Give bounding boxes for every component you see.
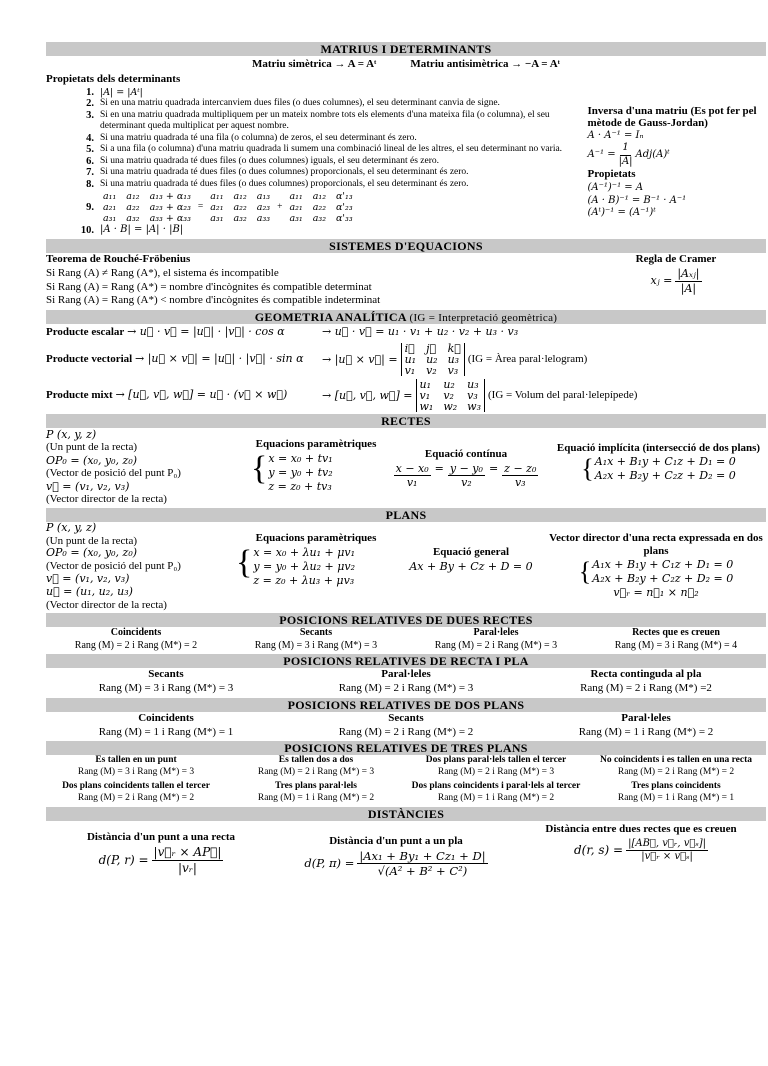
geometria-band-sub: (IG = Interpretació geomètrica) <box>409 312 558 325</box>
section-header-rectes: RECTES <box>46 414 766 428</box>
equals-sign: = <box>488 461 499 475</box>
determinant-cell: v₃ <box>447 363 459 377</box>
position-case <box>586 781 766 805</box>
position-title: Paral·leles <box>381 668 431 681</box>
equation-line: A₂x + B₂y + C₂z + D₂ = 0 <box>594 468 736 482</box>
d2-num: |Ax₁ + By₁ + Cz₁ + D| <box>359 848 486 863</box>
rectes-body <box>46 428 766 506</box>
position-case <box>46 668 286 696</box>
inverse-box <box>582 73 767 237</box>
determinant-cell: j⃗ <box>426 341 437 355</box>
cramer-num: |Aₓⱼ| <box>677 266 700 280</box>
matrix-cell: a₃₃ + α₃₃ <box>149 213 191 224</box>
position-case <box>586 627 766 652</box>
producte-vectorial <box>46 343 766 376</box>
d1-formula <box>46 845 276 876</box>
cramer-fraction <box>675 267 701 296</box>
position-title: Coincidents <box>138 711 194 724</box>
determinant-properties <box>46 73 582 237</box>
inverse-p1: (A⁻¹)⁻¹ = A <box>587 182 644 193</box>
property-number: 1. <box>86 86 94 98</box>
vectorial-label: Producte vectorial <box>46 353 133 365</box>
matrix-cell: a₁₁ <box>289 191 303 202</box>
matrix-cell: a₃₁ <box>289 213 303 224</box>
rectes-param-lines <box>268 452 332 494</box>
property-number: 6. <box>86 155 94 167</box>
continuous-fraction <box>394 462 431 491</box>
rouche <box>46 253 586 308</box>
plans-body <box>46 522 766 612</box>
inverse-f2-left: A⁻¹ = <box>587 149 616 160</box>
equation-line: A₂x + B₂y + C₂z + D₂ = 0 <box>592 571 734 585</box>
matrix-cell: α'₁₃ <box>336 191 353 202</box>
determinant-cell: k⃗ <box>447 341 461 355</box>
determinant-cell: u₁ <box>404 352 417 366</box>
determinant-cell: u₁ <box>419 377 432 391</box>
position-rank: Rang (M) = 2 i Rang (M*) = 3 <box>257 767 375 778</box>
position-title: Secants <box>388 711 424 724</box>
matrix-cell: α'₃₃ <box>336 213 353 224</box>
rectes-implicita <box>551 428 766 506</box>
position-rank: Rang (M) = 2 i Rang (M*) =2 <box>580 682 712 695</box>
position-rank: Rang (M) = 1 i Rang (M*) = 1 <box>98 725 234 738</box>
matrix-cell: a₃₁ <box>103 213 117 224</box>
determinant-cell: u₂ <box>443 377 455 391</box>
section-header-pr-dos-plans: POSICIONS RELATIVES DE DOS PLANS <box>46 698 766 712</box>
position-title: Dos plans coincidents i paral·lels al tercer <box>411 781 581 792</box>
distance-skew-lines <box>516 823 766 879</box>
d2-fraction <box>357 849 487 879</box>
position-title: No coincidents i es tallen en una recta <box>599 755 753 766</box>
determinant-cell: w₂ <box>443 399 458 413</box>
continuous-den: v₃ <box>514 476 526 490</box>
plans-l4: (Vector de posició del punt P₀) <box>46 560 181 573</box>
equals-sign: = <box>434 461 444 475</box>
matrix-cell: a₃₂ <box>233 213 247 224</box>
position-title: Recta continguda al pla <box>590 668 702 681</box>
rectes-impl-system: { A₁x + B₁y + C₁z + D₁ = 0 A₂x + B₂y + C₂z + D₂ = 0 <box>581 453 736 483</box>
matrix-cell: a₂₃ + α₂₃ <box>149 202 191 213</box>
inverse-f2-den: |A| <box>618 155 633 167</box>
rectes-l6: (Vector director de la recta) <box>46 492 167 505</box>
section-header-sistemes: SISTEMES D'EQUACIONS <box>46 239 766 253</box>
matrix-cell: a₃₃ <box>256 213 271 224</box>
rouche-title: Teorema de Rouché-Fröbenius <box>46 253 191 266</box>
inverse-props-title: Propietats <box>587 168 636 181</box>
position-case <box>526 712 766 740</box>
position-rank: Rang (M) = 2 i Rang (M*) = 3 <box>338 682 474 695</box>
property-item <box>46 179 582 191</box>
d3-title: Distància entre dues rectes que es creuen <box>545 822 737 835</box>
position-rank: Rang (M) = 1 i Rang (M*) = 2 <box>437 793 555 804</box>
rectes-param-system: { x = x₀ + tv₁ y = y₀ + tv₂ z = z₀ + tv₃ <box>251 449 333 493</box>
position-rank: Rang (M) = 3 i Rang (M*) = 3 <box>77 767 195 778</box>
rectes-param-title: Equacions paramètriques <box>255 437 377 450</box>
property-text: Si una matriu quadrada té dues files (o dues columnes) proporcionals, el seu determinant és zero. <box>100 178 469 189</box>
plans-dir-title: Vector director d'una recta expressada en dos plans <box>549 531 763 557</box>
position-title: Es tallen dos a dos <box>278 755 354 766</box>
inverse-f2-num: 1 <box>620 142 630 156</box>
rectes-impl-title: Equació implícita (intersecció de dos plans) <box>556 441 761 454</box>
section-header-pr-recta-pla: POSICIONS RELATIVES DE RECTA I PLA <box>46 654 766 668</box>
plans-dir-v: v⃗ᵣ = n⃗₁ × n⃗₂ <box>613 585 699 599</box>
property-text: Si una matriu quadrada té dues files (o dues columnes) proporcionals, el seu determinant és zero. <box>100 167 469 177</box>
prop-9-number: 9. <box>86 201 94 213</box>
distance-point-plane <box>276 823 516 879</box>
determinant-cell: v₂ <box>443 388 454 402</box>
plans-defs <box>46 522 236 612</box>
rectes-continua <box>381 428 551 506</box>
antisymmetric-matrix: Matriu antisimètrica → −A = Aᵗ <box>410 58 560 70</box>
property-number: 2. <box>86 98 94 109</box>
property-text: |A| = |Aᵗ| <box>100 86 143 98</box>
position-rank: Rang (M) = 2 i Rang (M*) = 2 <box>77 793 195 804</box>
determinant-cell: v₂ <box>426 363 437 377</box>
prop-9 <box>46 191 582 224</box>
matrix-cell: a₁₂ <box>233 191 247 202</box>
prop-10-number: 10. <box>80 225 94 236</box>
matrix-cell: a₃₂ <box>312 213 326 224</box>
geometria-body <box>46 325 766 412</box>
matrix-cell: a₂₁ <box>103 202 117 213</box>
pr-tres-plans-row-2 <box>46 781 766 805</box>
matrix-cell: α'₂₃ <box>336 202 353 213</box>
d1-fraction <box>152 845 224 876</box>
position-case <box>46 627 226 652</box>
prop-9-matrix-2 <box>207 191 273 224</box>
distancies-body <box>46 823 766 879</box>
mixt-f: → [u⃗, v⃗, w⃗] = u⃗ · (v⃗ × w⃗) <box>115 388 288 401</box>
prop-9-matrix-1 <box>100 191 194 224</box>
matrix-cell: a₁₂ <box>312 191 326 202</box>
d3-den: |v⃗ᵣ × v⃗ₛ| <box>641 851 693 863</box>
d2-title: Distància d'un punt a un pla <box>329 834 463 847</box>
plans-gen-title: Equació general <box>432 545 510 558</box>
position-title: Es tallen en un punt <box>95 755 177 766</box>
matrix-cell: a₃₁ <box>210 213 224 224</box>
position-rank: Rang (M) = 2 i Rang (M*) = 2 <box>338 725 474 738</box>
property-item <box>46 167 582 179</box>
matrius-body <box>46 73 766 237</box>
position-rank: Rang (M) = 3 i Rang (M*) = 3 <box>98 682 234 695</box>
escalar-f: → u⃗ · v⃗ = |u⃗| · |v⃗| · cos α <box>127 325 285 339</box>
plans-l1: P (x, y, z) <box>46 520 97 534</box>
inverse-p3: (Aᵗ)⁻¹ = (A⁻¹)ᵗ <box>587 207 656 218</box>
mixt-label: Producte mixt <box>46 389 113 401</box>
props-title: Propietats dels determinants <box>46 72 181 85</box>
section-header-distancies: DISTÀNCIES <box>46 807 766 821</box>
plans-param-system: { x = x₀ + λu₁ + μv₁ y = y₀ + λu₂ + μv₂ z = z₀ + λu₃ + μv₃ <box>236 543 356 587</box>
d3-num: |[AB⃗, v⃗ᵣ, v⃗ₛ]| <box>626 838 708 852</box>
geometria-band-title: GEOMETRIA ANALÍTICA <box>254 310 407 325</box>
matrix-cell: a₁₁ <box>210 191 224 202</box>
position-title: Tres plans coincidents <box>631 781 721 792</box>
matrix-cell: a₂₂ <box>126 202 140 213</box>
determinant-cell: v₃ <box>467 388 478 402</box>
inverse-fraction <box>619 142 633 168</box>
matrix-cell: a₂₂ <box>312 202 326 213</box>
position-case <box>226 781 406 805</box>
position-case <box>226 755 406 779</box>
vectorial-f2: → |u⃗ × v⃗| = <box>322 352 398 366</box>
rouche-r1: Si Rang (A) ≠ Rang (A*), el sistema és incompatible <box>46 266 279 279</box>
position-rank: Rang (M) = 1 i Rang (M*) = 1 <box>617 793 735 804</box>
prop-9-plus: + <box>277 201 283 212</box>
cramer-left: xⱼ = <box>650 274 673 288</box>
property-item <box>46 144 582 156</box>
position-rank: Rang (M) = 2 i Rang (M*) = 3 <box>437 767 555 778</box>
property-item <box>46 110 582 133</box>
d3-left: d(r, s) = <box>573 843 624 858</box>
plans-l2: (Un punt de la recta) <box>46 534 138 547</box>
property-text: Si en una matriu quadrada intercanviem dues files (o dues columnes), el seu determinant canvia de signe. <box>100 98 500 108</box>
prop-9-matrix-3 <box>286 191 355 224</box>
equation-line: z = z₀ + λu₃ + μv₃ <box>253 573 355 587</box>
matrix-cell: a₁₃ + α₁₃ <box>149 191 191 202</box>
matrix-cell: a₁₁ <box>103 191 117 202</box>
d1-title: Distància d'un punt a una recta <box>86 830 236 843</box>
determinant-cell: u₃ <box>467 377 479 391</box>
mixt-ig: (IG = Volum del paral·lelepípede) <box>488 388 638 401</box>
cramer-formula <box>586 267 766 296</box>
distance-point-line <box>46 823 276 879</box>
rouche-r2: Si Rang (A) = Rang (A*) = nombre d'incògnites és compatible determinat <box>46 280 372 293</box>
continuous-num: z − z₀ <box>504 461 537 475</box>
rectes-param <box>251 428 381 506</box>
d1-num: |v⃗ᵣ × AP⃗| <box>153 844 222 859</box>
position-title: Paral·leles <box>473 627 519 639</box>
position-rank: Rang (M) = 2 i Rang (M*) = 2 <box>74 639 198 651</box>
position-title: Coincidents <box>110 627 162 639</box>
pr-dos-plans-grid <box>46 712 766 740</box>
producte-mixt <box>46 379 766 412</box>
determinant-cell: w₃ <box>467 399 481 413</box>
equation-line: z = z₀ + tv₃ <box>268 479 332 493</box>
position-title: Tres plans paral·lels <box>275 781 357 792</box>
determinant-cell: v₁ <box>404 363 416 377</box>
matrix-types <box>46 58 766 72</box>
position-rank: Rang (M) = 1 i Rang (M*) = 2 <box>257 793 375 804</box>
pr-rectes-grid <box>46 627 766 652</box>
matrix-cell: a₂₃ <box>256 202 271 213</box>
equation-line: x = x₀ + tv₁ <box>268 451 333 465</box>
cramer <box>586 253 766 308</box>
property-item <box>46 156 582 168</box>
section-header-pr-rectes: POSICIONS RELATIVES DE DUES RECTES <box>46 613 766 627</box>
position-title: Dos plans coincidents tallen el tercer <box>62 781 210 792</box>
prop-10-text: |A · B| = |A| · |B| <box>100 224 184 235</box>
position-case <box>226 627 406 652</box>
property-number: 7. <box>86 167 94 178</box>
escalar-f2: → u⃗ · v⃗ = u₁ · v₁ + u₂ · v₂ + u₃ · v₃ <box>322 325 519 339</box>
d2-formula <box>276 849 516 879</box>
rectes-impl-lines <box>595 455 736 483</box>
position-rank: Rang (M) = 3 i Rang (M*) = 3 <box>254 639 378 651</box>
plans-dir-system: { A₁x + B₁y + C₁z + D₁ = 0 A₂x + B₂y + C₂z + D₂ = 0 <box>578 556 734 586</box>
continuous-num: x − x₀ <box>395 461 429 475</box>
cheat-sheet <box>46 42 766 878</box>
property-number: 8. <box>86 178 94 190</box>
matrix-cell: a₁₃ <box>256 191 271 202</box>
continuous-den: v₂ <box>461 476 472 490</box>
position-case <box>406 755 586 779</box>
d3-formula <box>516 838 766 864</box>
continuous-fraction <box>502 462 538 491</box>
plans-director <box>546 522 766 612</box>
rectes-l1: P (x, y, z) <box>46 427 97 441</box>
position-rank: Rang (M) = 3 i Rang (M*) = 4 <box>614 639 738 651</box>
matrix-cell: a₂₁ <box>210 202 224 213</box>
plans-l5: v⃗ = (v₁, v₂, v₃) <box>46 572 130 586</box>
plans-param-lines <box>253 546 355 588</box>
equation-line: A₁x + B₁y + C₁z + D₁ = 0 <box>592 557 734 571</box>
equation-line: A₁x + B₁y + C₁z + D₁ = 0 <box>594 454 736 468</box>
matrix-cell: a₂₂ <box>233 202 247 213</box>
position-case <box>286 712 526 740</box>
section-header-geometria <box>46 310 766 324</box>
equation-line: y = y₀ + λu₂ + μv₂ <box>253 559 356 573</box>
position-case <box>46 712 286 740</box>
property-item <box>46 133 582 145</box>
cramer-den: |A| <box>680 281 697 295</box>
plans-l3: OP₀ = (x₀, y₀, z₀) <box>46 546 138 560</box>
plans-param <box>236 522 396 612</box>
position-case <box>406 627 586 652</box>
matrix-cell: a₁₂ <box>126 191 140 202</box>
pr-recta-pla-grid <box>46 668 766 696</box>
property-text: Si en una matriu quadrada multipliquem per un mateix nombre tots els elements d'una mateixa fila (o columna), el seu determinant queda multiplicat per aquest nombre. <box>100 109 550 131</box>
rectes-cont-title: Equació contínua <box>424 447 508 460</box>
section-header-plans: PLANS <box>46 508 766 522</box>
property-number: 5. <box>86 144 94 155</box>
d2-den: √(A² + B² + C²) <box>377 864 468 879</box>
rectes-cont-formula <box>381 462 551 491</box>
escalar-label: Producte escalar <box>46 326 125 339</box>
property-text: Si a una fila (o columna) d'una matriu quadrada li sumem una combinació lineal de les altres, el seu determinant no varia. <box>100 144 563 154</box>
continuous-fraction <box>448 462 485 491</box>
property-number: 3. <box>86 109 94 121</box>
d1-left: d(P, r) = <box>98 852 149 867</box>
mixt-f2: → [u⃗, v⃗, w⃗] = <box>322 388 413 402</box>
inverse-p2: (A · B)⁻¹ = B⁻¹ · A⁻¹ <box>587 194 687 206</box>
position-case <box>526 668 766 696</box>
inverse-f2-right: Adj(A)ᵗ <box>635 149 670 160</box>
equation-line: x = x₀ + λu₁ + μv₁ <box>253 545 356 559</box>
rectes-l3: OP₀ = (x₀, y₀, z₀) <box>46 453 138 467</box>
props-list <box>46 87 582 191</box>
determinant-cell: u₂ <box>426 352 438 366</box>
property-text: Si una matriu quadrada té dues files (o dues columnes) iguals, el seu determinant és zero. <box>100 155 439 166</box>
determinant-cell: u₃ <box>447 352 460 366</box>
position-title: Rectes que es creuen <box>632 627 720 639</box>
d2-left: d(P, π) = <box>304 856 355 871</box>
vectorial-ig: (IG = Àrea paral·lelogram) <box>467 352 588 365</box>
equation-line: y = y₀ + tv₂ <box>268 465 333 479</box>
section-header-matrius: MATRIUS I DETERMINANTS <box>46 42 766 56</box>
d3-fraction <box>626 838 708 864</box>
position-title: Paral·leles <box>621 711 671 724</box>
matrix-cell: a₂₁ <box>289 202 303 213</box>
position-title: Secants <box>148 668 184 681</box>
property-number: 4. <box>86 132 94 144</box>
plans-general <box>396 522 546 612</box>
continuous-den: v₁ <box>406 476 418 490</box>
property-text: Si una matriu quadrada té una fila (o columna) de zeros, el seu determinant és zero. <box>100 132 417 143</box>
vectorial-determinant <box>401 343 465 376</box>
producte-escalar <box>46 325 766 340</box>
determinant-cell: w₁ <box>419 399 434 413</box>
rectes-defs <box>46 428 251 506</box>
vectorial-f: → |u⃗ × v⃗| = |u⃗| · |v⃗| · sin α <box>135 352 304 365</box>
cramer-title: Regla de Cramer <box>635 253 717 266</box>
position-case <box>586 755 766 779</box>
position-rank: Rang (M) = 2 i Rang (M*) = 3 <box>434 639 558 651</box>
matrix-cell: a₃₂ <box>126 213 140 224</box>
prop-10 <box>46 224 582 237</box>
plans-l7: (Vector director de la recta) <box>46 598 167 611</box>
prop-9-equals: = <box>197 201 204 212</box>
rectes-l5: v⃗ = (v₁, v₂, v₃) <box>46 479 130 493</box>
rectes-l2: (Un punt de la recta) <box>46 440 138 453</box>
d1-den: |vᵣ| <box>177 860 197 875</box>
sistemes-body <box>46 253 766 308</box>
property-item <box>46 87 582 99</box>
position-rank: Rang (M) = 2 i Rang (M*) = 2 <box>617 767 735 778</box>
pr-tres-plans-row-1 <box>46 755 766 779</box>
position-case <box>46 755 226 779</box>
plans-l6: u⃗ = (u₁, u₂, u₃) <box>46 584 133 598</box>
position-title: Secants <box>299 627 333 639</box>
position-case <box>286 668 526 696</box>
rouche-r3: Si Rang (A) = Rang (A*) < nombre d'incògnites és compatible indeterminat <box>46 294 381 307</box>
inverse-f2 <box>588 142 767 168</box>
determinant-cell: i⃗ <box>404 341 415 355</box>
section-header-pr-tres-plans: POSICIONS RELATIVES DE TRES PLANS <box>46 741 766 755</box>
property-item <box>46 98 582 110</box>
position-case <box>406 781 586 805</box>
rectes-l4: (Vector de posició del punt P₀) <box>46 466 181 479</box>
plans-param-title: Equacions paramètriques <box>255 531 377 544</box>
position-rank: Rang (M) = 1 i Rang (M*) = 2 <box>578 725 714 738</box>
plans-dir-lines <box>592 558 733 586</box>
position-title: Dos plans paral·lels tallen el tercer <box>425 755 567 766</box>
determinant-cell: v₁ <box>419 388 431 402</box>
plans-gen: Ax + By + Cz + D = 0 <box>409 559 533 573</box>
continuous-num: y − y₀ <box>449 461 483 475</box>
inverse-title: Inversa d'una matriu (Es pot fer pel mètode de Gauss-Jordan) <box>587 104 757 130</box>
mixt-determinant <box>416 379 485 412</box>
inverse-f1: A · A⁻¹ = Iₙ <box>587 129 644 141</box>
symmetric-matrix: Matriu simètrica → A = Aᵗ <box>252 58 377 70</box>
position-case <box>46 781 226 805</box>
